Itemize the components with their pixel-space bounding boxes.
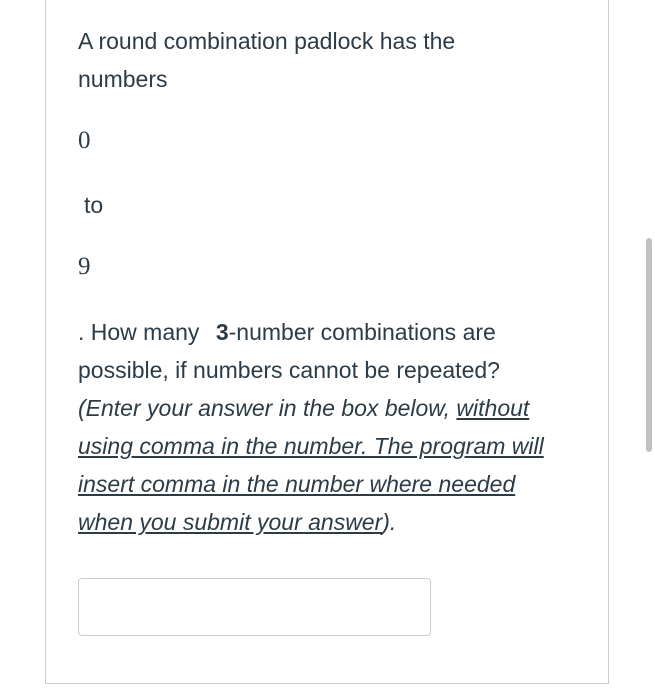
answer-input[interactable] <box>78 578 431 636</box>
instruction-line-1 <box>78 389 529 427</box>
instruction-line-4 <box>78 503 396 541</box>
sentence-suffix: -number combinations are <box>228 319 496 345</box>
question-intro-line-1: A round combination padlock has the <box>78 28 456 54</box>
sentence-prefix: . How many <box>78 319 206 345</box>
question-sentence-line-2: possible, if numbers cannot be repeated? <box>78 357 500 383</box>
instruction-line-2: using comma in the number. The program will <box>78 433 544 459</box>
instruction-suffix: ). <box>382 509 397 535</box>
math-count-value: 3 <box>215 319 229 345</box>
question-intro-line-2: numbers <box>78 66 168 92</box>
instruction-underlined-1: without <box>456 395 530 421</box>
math-end-value: 9 <box>78 253 91 280</box>
instruction-prefix: (Enter your answer in the box below, <box>78 395 457 421</box>
scrollbar-thumb[interactable] <box>646 238 652 452</box>
instruction-underlined-4: when you submit your answer <box>78 509 383 535</box>
math-start-value: 0 <box>78 127 91 154</box>
question-sentence-line-1 <box>78 313 496 351</box>
question-connector: to <box>84 192 104 218</box>
instruction-line-3: insert comma in the number where needed <box>78 471 516 497</box>
